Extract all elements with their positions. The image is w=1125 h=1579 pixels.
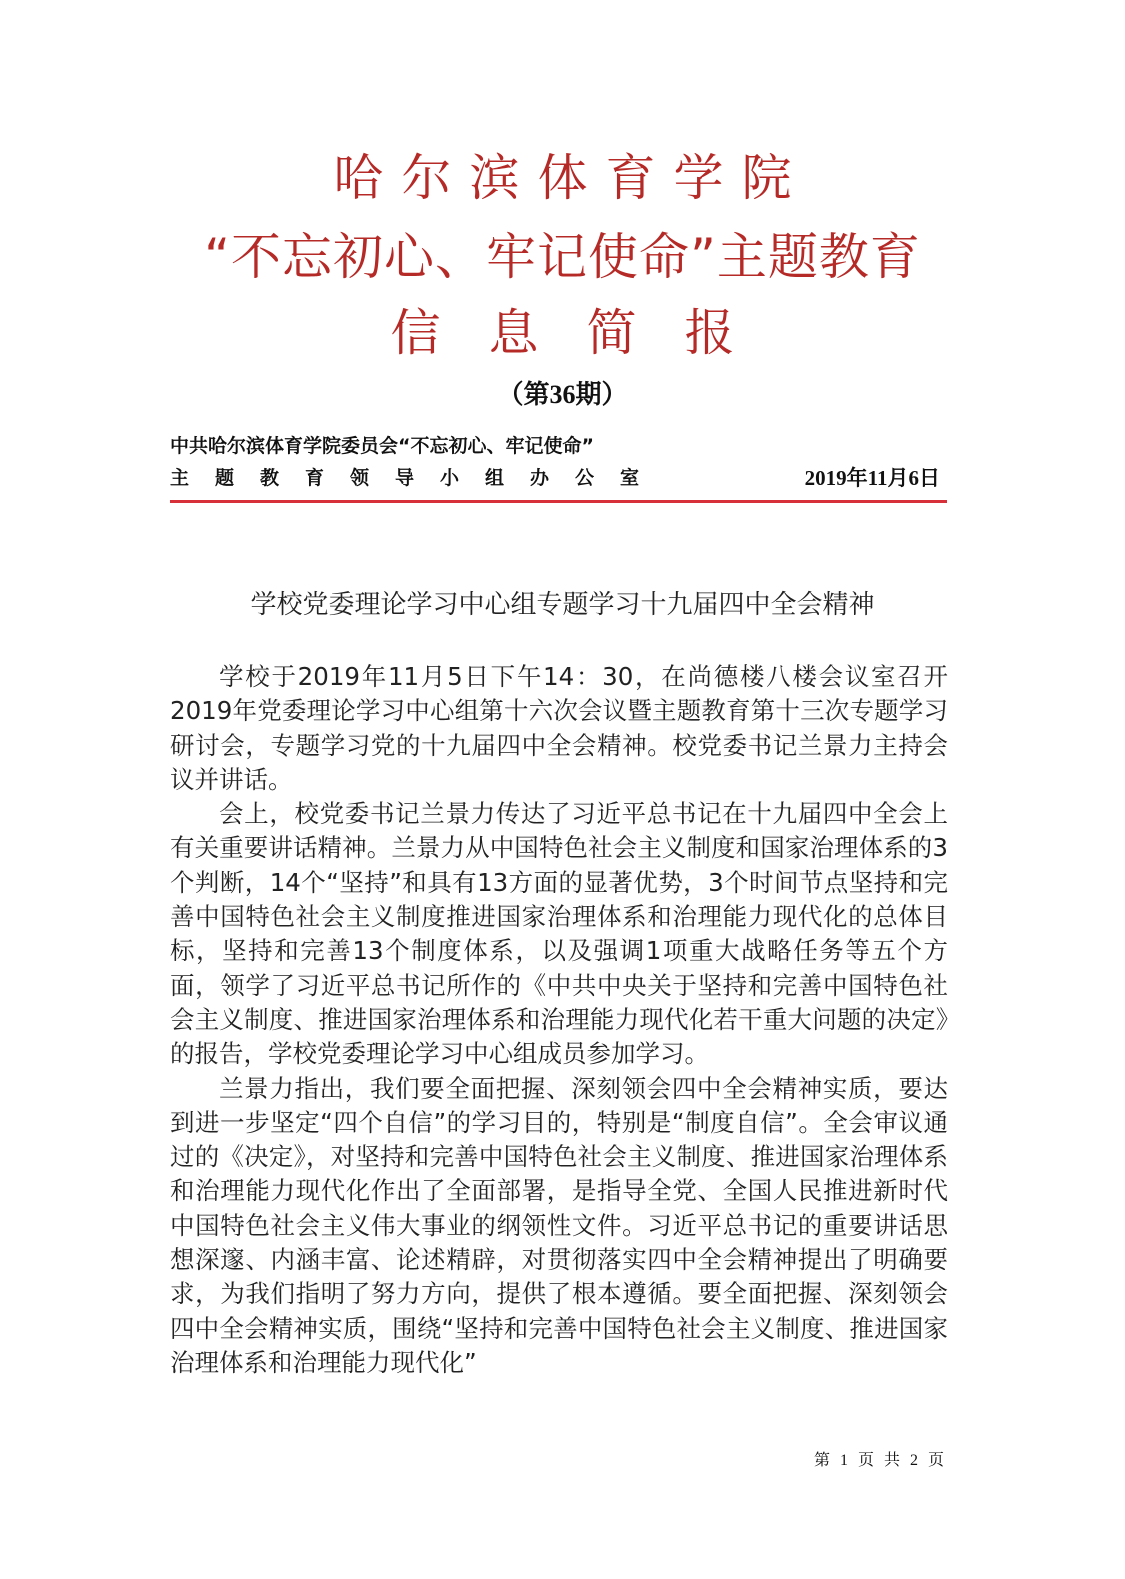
article-paragraph: 学校于2019年11月5日下午14：30，在尚德楼八楼会议室召开2019年党委理论学习中心组第十六次会议暨主题教育第十三次专题学习研讨会，专题学习党的十九届四中全会精神。校党委书记兰景力主持会议并讲话。 <box>170 662 948 794</box>
page-indicator: 第 1 页 共 2 页 <box>813 1452 947 1469</box>
article-paragraph: 兰景力指出，我们要全面把握、深刻领会四中全会精神实质，要达到进一步坚定“四个自信”的学习目的，特别是“制度自信”。全会审议通过的《决定》，对坚持和完善中国特色社会主义制度、推进国家治理体系和治理能力现代化作出了全面部署，是指导全党、全国人民推进新时代中国特色社会主义伟大事业的纲领性文件。习近平总书记的重要讲话思想深邃、内涵丰富、论述精辟，对贯彻落实四中全会精神提出了明确要求，为我们指明了努力方向，提供了根本遵循。要全面把握、深刻领会四中全会精神实质，围绕“坚持和完善中国特色社会主义制度、推进国家治理体系和治理能力现代化” <box>170 1073 948 1377</box>
issue-number: （第36期） <box>497 380 628 409</box>
institution-title: 哈尔滨体育学院 <box>333 149 810 207</box>
article-title: 学校党委理论学习中心组专题学习十九届四中全会精神 <box>250 590 875 620</box>
issuing-organization-line1: 中共哈尔滨体育学院委员会“不忘初心、牢记使命” <box>170 435 594 457</box>
campaign-title: “不忘初心、牢记使命”主题教育 <box>204 228 921 286</box>
header-divider <box>170 500 947 503</box>
issuing-organization-line2: 主题教育领导小组办公室 <box>170 467 666 489</box>
article-body <box>170 660 948 1380</box>
article-paragraph: 会上，校党委书记兰景力传达了习近平总书记在十九届四中全会上有关重要讲话精神。兰景力从中国特色社会主义制度和国家治理体系的3个判断，14个“坚持”和具有13方面的显著优势，3个时间节点坚持和完善中国特色社会主义制度推进国家治理体系和治理能力现代化的总体目标，坚持和完善13个制度体系，以及强调1项重大战略任务等五个方面，领学了习近平总书记所作的《中共中央关于坚持和完善中国特色社会主义制度、推进国家治理体系和治理能力现代化若干重大问题的决定》的报告，学校党委理论学习中心组成员参加学习。 <box>170 799 948 1069</box>
issue-date: 2019年11月6日 <box>804 466 940 490</box>
bulletin-title: 信息简报 <box>390 304 783 362</box>
